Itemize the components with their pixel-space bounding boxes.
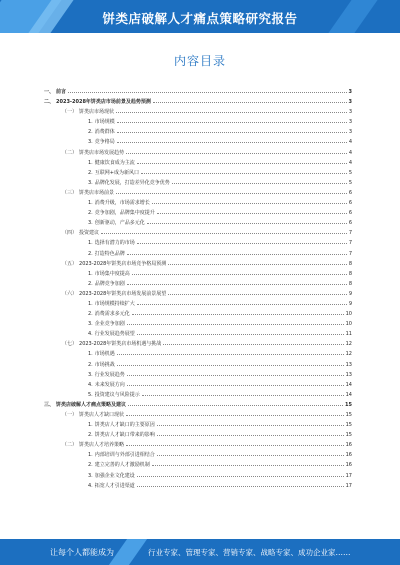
- toc-entry-page: 8: [348, 260, 352, 267]
- toc-entry-title: 品牌化发展，打造差异化竞争优势: [94, 179, 170, 186]
- toc-entry-title: 饼类店破解人才痛点策略及建议: [56, 401, 127, 408]
- toc-entry-number: 1.: [88, 200, 93, 207]
- toc-entry-page: 12: [345, 351, 352, 358]
- toc-entry[interactable]: [44, 197, 352, 207]
- toc-entry-page: 15: [345, 412, 352, 418]
- toc-entry-page: 17: [345, 472, 352, 479]
- toc-dot-leader: [117, 348, 344, 355]
- toc-entry[interactable]: [44, 248, 352, 258]
- toc-entry[interactable]: [44, 359, 352, 369]
- report-footer: [0, 539, 400, 565]
- toc-entry-title: 健康饮食成为主流: [94, 159, 135, 166]
- toc-entry-number: 1.: [88, 270, 93, 277]
- toc-entry-title: 饼类店市场现状: [79, 109, 115, 116]
- toc-entry-title: 加强企业文化建设: [94, 472, 135, 479]
- toc-entry-page: 5: [348, 179, 352, 186]
- toc-entry-title: 未来发展方向: [94, 381, 125, 388]
- toc-entry-page: 6: [348, 200, 352, 207]
- toc-entry-number: （三）: [62, 189, 78, 196]
- toc-entry-page: 6: [348, 220, 352, 227]
- toc-entry-number: 二、: [44, 99, 55, 106]
- toc-dot-leader: [153, 96, 347, 103]
- toc-entry[interactable]: [44, 207, 352, 217]
- toc-dot-leader: [127, 318, 344, 325]
- toc-dot-leader: [142, 389, 344, 396]
- toc-dot-leader: [137, 470, 344, 477]
- toc-entry[interactable]: [44, 459, 352, 469]
- toc-entry-number: 2.: [88, 280, 93, 287]
- toc-entry-number: 2.: [88, 250, 93, 257]
- toc-entry-page: 17: [345, 482, 352, 489]
- toc-dot-leader: [137, 157, 347, 164]
- toc-entry-page: 15: [345, 422, 352, 429]
- toc-dot-leader: [117, 116, 347, 123]
- toc-entry[interactable]: [44, 167, 352, 177]
- toc-entry[interactable]: [44, 268, 352, 278]
- toc-entry-number: 三、: [44, 401, 55, 408]
- toc-entry-page: 15: [345, 432, 352, 439]
- toc-dot-leader: [126, 147, 347, 154]
- toc-entry-page: 7: [348, 250, 352, 257]
- toc-entry-title: 投资建议: [79, 230, 100, 237]
- toc-entry-title: 竞争格局: [94, 139, 115, 146]
- toc-entry-page: 15: [345, 401, 352, 408]
- toc-entry-page: 3: [348, 99, 352, 106]
- toc-entry-title: 饼类店市场发展趋势: [79, 149, 125, 156]
- toc-entry-page: 14: [345, 391, 352, 398]
- toc-entry-number: 2.: [88, 311, 93, 318]
- toc-entry-number: （五）: [62, 260, 78, 267]
- toc-dot-leader: [137, 480, 344, 487]
- toc-entry-number: （四）: [62, 230, 78, 237]
- toc-dot-leader: [137, 298, 347, 305]
- toc-entry[interactable]: [44, 389, 352, 399]
- toc-entry-number: （六）: [62, 290, 78, 297]
- toc-entry-number: 2.: [88, 432, 93, 439]
- toc-entry-title: 饼类店市场前景: [79, 189, 115, 196]
- toc-entry[interactable]: [44, 116, 352, 126]
- table-of-contents: [44, 86, 352, 490]
- toc-entry[interactable]: [44, 126, 352, 136]
- toc-entry[interactable]: [44, 96, 352, 106]
- toc-entry[interactable]: [44, 338, 352, 348]
- toc-entry-page: 7: [348, 240, 352, 247]
- toc-entry-title: 建立完善的人才激励机制: [94, 462, 150, 469]
- toc-dot-leader: [157, 419, 344, 426]
- toc-entry-number: 2.: [88, 169, 93, 176]
- toc-entry-number: 1.: [88, 240, 93, 247]
- toc-entry-title: 消费群体: [94, 129, 115, 136]
- toc-entry-page: 10: [345, 311, 352, 318]
- toc-entry-title: 市场挑战: [94, 361, 115, 368]
- toc-dot-leader: [132, 308, 344, 315]
- toc-entry-page: 3: [348, 129, 352, 136]
- toc-entry-page: 3: [348, 119, 352, 126]
- toc-dot-leader: [101, 227, 347, 234]
- toc-entry-title: 2023-2028年饼类店市场机遇与挑战: [79, 341, 162, 348]
- toc-entry[interactable]: [44, 348, 352, 358]
- toc-entry-number: 4.: [88, 482, 93, 489]
- toc-entry[interactable]: [44, 449, 352, 459]
- toc-entry-title: 市场规模持续扩大: [94, 300, 135, 307]
- toc-entry[interactable]: [44, 147, 352, 157]
- toc-entry-title: 2023-2028年饼类店市场前景及趋势预测: [56, 99, 151, 106]
- toc-entry-title: 创新驱动，产品多元化: [94, 220, 145, 227]
- toc-entry-number: 一、: [44, 89, 55, 95]
- toc-entry-title: 拓宽人才引进渠道: [94, 482, 135, 489]
- toc-entry-number: 4.: [88, 381, 93, 388]
- toc-dot-leader: [128, 399, 343, 406]
- toc-entry[interactable]: [44, 187, 352, 197]
- toc-entry-title: 打造特色品牌: [94, 250, 125, 257]
- toc-dot-leader: [117, 126, 347, 133]
- toc-entry-number: 3.: [88, 139, 93, 146]
- footer-slogan: 让每个人都能成为: [50, 548, 114, 557]
- toc-dot-leader: [137, 328, 344, 335]
- toc-entry-title: 内部培训与外部引进相结合: [94, 452, 155, 459]
- toc-entry[interactable]: [44, 328, 352, 338]
- toc-entry-number: 5.: [88, 391, 93, 398]
- toc-entry-page: 6: [348, 189, 352, 196]
- toc-entry-page: 16: [345, 462, 352, 469]
- toc-entry-title: 市场集中度提高: [94, 270, 130, 277]
- toc-dot-leader: [117, 359, 344, 366]
- toc-entry-title: 互联网+成为新风口: [94, 169, 139, 176]
- toc-entry-number: （二）: [62, 149, 78, 156]
- toc-entry-title: 行业发展趋势: [94, 371, 125, 378]
- toc-entry[interactable]: [44, 237, 352, 247]
- toc-entry-number: 1.: [88, 351, 93, 358]
- toc-entry-page: 9: [348, 300, 352, 307]
- toc-entry-title: 消费需求多元化: [94, 311, 130, 318]
- toc-entry-title: 饼类店人才培养策略: [79, 442, 125, 449]
- toc-entry[interactable]: [44, 258, 352, 268]
- toc-entry-title: 市场机遇: [94, 351, 115, 358]
- footer-decoration: [109, 539, 147, 565]
- toc-dot-leader: [127, 248, 347, 255]
- report-title: 饼类店破解人才痛点策略研究报告: [102, 11, 298, 26]
- toc-entry-number: 4.: [88, 331, 93, 338]
- toc-entry[interactable]: [44, 278, 352, 288]
- toc-entry[interactable]: [44, 106, 352, 116]
- toc-entry-page: 14: [345, 381, 352, 388]
- toc-entry-page: 13: [345, 371, 352, 378]
- toc-entry-page: 8: [348, 270, 352, 277]
- toc-entry-page: 9: [348, 290, 352, 297]
- toc-dot-leader: [163, 338, 343, 345]
- toc-entry-title: 前言: [56, 89, 67, 95]
- toc-entry[interactable]: [44, 429, 352, 439]
- toc-dot-leader: [172, 177, 347, 184]
- toc-entry[interactable]: [44, 298, 352, 308]
- toc-dot-leader: [117, 136, 347, 143]
- toc-entry-number: （一）: [62, 109, 78, 116]
- toc-entry[interactable]: [44, 177, 352, 187]
- toc-entry-number: 3.: [88, 472, 93, 479]
- toc-dot-leader: [137, 237, 347, 244]
- toc-entry-number: 2.: [88, 462, 93, 469]
- toc-dot-leader: [126, 439, 344, 446]
- toc-entry[interactable]: [44, 369, 352, 379]
- toc-dot-leader: [141, 167, 347, 174]
- toc-entry[interactable]: [44, 86, 352, 96]
- toc-entry[interactable]: [44, 409, 352, 419]
- toc-entry-title: 竞争加剧，品牌集中度提升: [94, 210, 155, 217]
- toc-dot-leader: [68, 86, 346, 93]
- toc-entry[interactable]: [44, 399, 352, 409]
- toc-entry[interactable]: [44, 379, 352, 389]
- toc-entry-title: 选择有潜力的市场: [94, 240, 135, 247]
- toc-dot-leader: [168, 288, 347, 295]
- toc-entry-page: 10: [345, 321, 352, 328]
- toc-entry-title: 2023-2028年饼类店市场发展前景展望: [79, 290, 167, 297]
- toc-heading: 内容目录: [173, 54, 226, 68]
- toc-dot-leader: [157, 207, 347, 214]
- toc-entry-page: 3: [348, 109, 352, 116]
- toc-entry-title: 饼类店人才缺口现状: [79, 412, 125, 418]
- toc-entry-number: 2.: [88, 361, 93, 368]
- toc-dot-leader: [147, 217, 347, 224]
- toc-entry-number: 1.: [88, 452, 93, 459]
- toc-entry-page: 11: [345, 331, 352, 338]
- toc-entry-title: 消费升级，市场需求增长: [94, 200, 150, 207]
- toc-entry-number: 3.: [88, 321, 93, 328]
- toc-entry-page: 3: [348, 89, 352, 95]
- toc-entry-number: 3.: [88, 179, 93, 186]
- toc-entry[interactable]: [44, 136, 352, 146]
- toc-entry-title: 饼类店人才缺口的主要原因: [94, 422, 155, 429]
- toc-entry[interactable]: [44, 157, 352, 167]
- toc-entry-number: 1.: [88, 422, 93, 429]
- toc-entry-page: 5: [348, 169, 352, 176]
- toc-entry-number: 2.: [88, 210, 93, 217]
- toc-dot-leader: [116, 187, 347, 194]
- toc-entry-page: 4: [348, 159, 352, 166]
- toc-entry-title: 饼类店人才缺口带来的影响: [94, 432, 155, 439]
- toc-entry[interactable]: [44, 439, 352, 449]
- toc-entry-page: 7: [348, 230, 352, 237]
- toc-entry-number: 1.: [88, 159, 93, 166]
- report-header: [0, 0, 400, 33]
- toc-entry-page: 6: [348, 210, 352, 217]
- toc-dot-leader: [157, 449, 344, 456]
- toc-dot-leader: [168, 258, 347, 265]
- toc-dot-leader: [152, 197, 347, 204]
- toc-entry-title: 投资建议与风险提示: [94, 391, 140, 398]
- toc-entry-title: 2023-2028年饼类店市场竞争格局预测: [79, 260, 167, 267]
- toc-dot-leader: [132, 268, 347, 275]
- toc-entry[interactable]: [44, 227, 352, 237]
- toc-entry[interactable]: [44, 470, 352, 480]
- toc-entry-title: 市场规模: [94, 119, 115, 126]
- toc-entry-number: （一）: [62, 412, 78, 418]
- toc-entry-page: 4: [348, 139, 352, 146]
- toc-entry-page: 8: [348, 280, 352, 287]
- toc-dot-leader: [127, 278, 347, 285]
- toc-dot-leader: [116, 106, 347, 113]
- toc-entry-number: （七）: [62, 341, 78, 348]
- toc-entry-title: 企业竞争加剧: [94, 321, 125, 328]
- toc-entry-page: 12: [345, 341, 352, 348]
- footer-tagline: 行业专家、管理专家、营销专家、战略专家、成功企业家……: [148, 548, 351, 557]
- toc-entry[interactable]: [44, 419, 352, 429]
- toc-entry-number: 1.: [88, 119, 93, 126]
- toc-entry[interactable]: [44, 318, 352, 328]
- toc-entry-number: 3.: [88, 220, 93, 227]
- toc-entry[interactable]: [44, 308, 352, 318]
- toc-dot-leader: [157, 429, 344, 436]
- toc-entry-title: 行业发展趋势展望: [94, 331, 135, 338]
- toc-entry-page: 16: [345, 452, 352, 459]
- toc-entry-number: 3.: [88, 371, 93, 378]
- toc-entry[interactable]: [44, 480, 352, 490]
- toc-entry-number: 2.: [88, 129, 93, 136]
- toc-entry-number: 1.: [88, 300, 93, 307]
- toc-dot-leader: [152, 459, 344, 466]
- toc-entry-page: 4: [348, 149, 352, 156]
- toc-dot-leader: [127, 379, 344, 386]
- toc-entry-number: （二）: [62, 442, 78, 449]
- toc-dot-leader: [126, 409, 344, 416]
- toc-entry[interactable]: [44, 217, 352, 227]
- toc-entry-title: 品牌竞争加剧: [94, 280, 125, 287]
- toc-entry-page: 13: [345, 361, 352, 368]
- toc-entry[interactable]: [44, 288, 352, 298]
- toc-entry-page: 16: [345, 442, 352, 449]
- toc-dot-leader: [127, 369, 344, 376]
